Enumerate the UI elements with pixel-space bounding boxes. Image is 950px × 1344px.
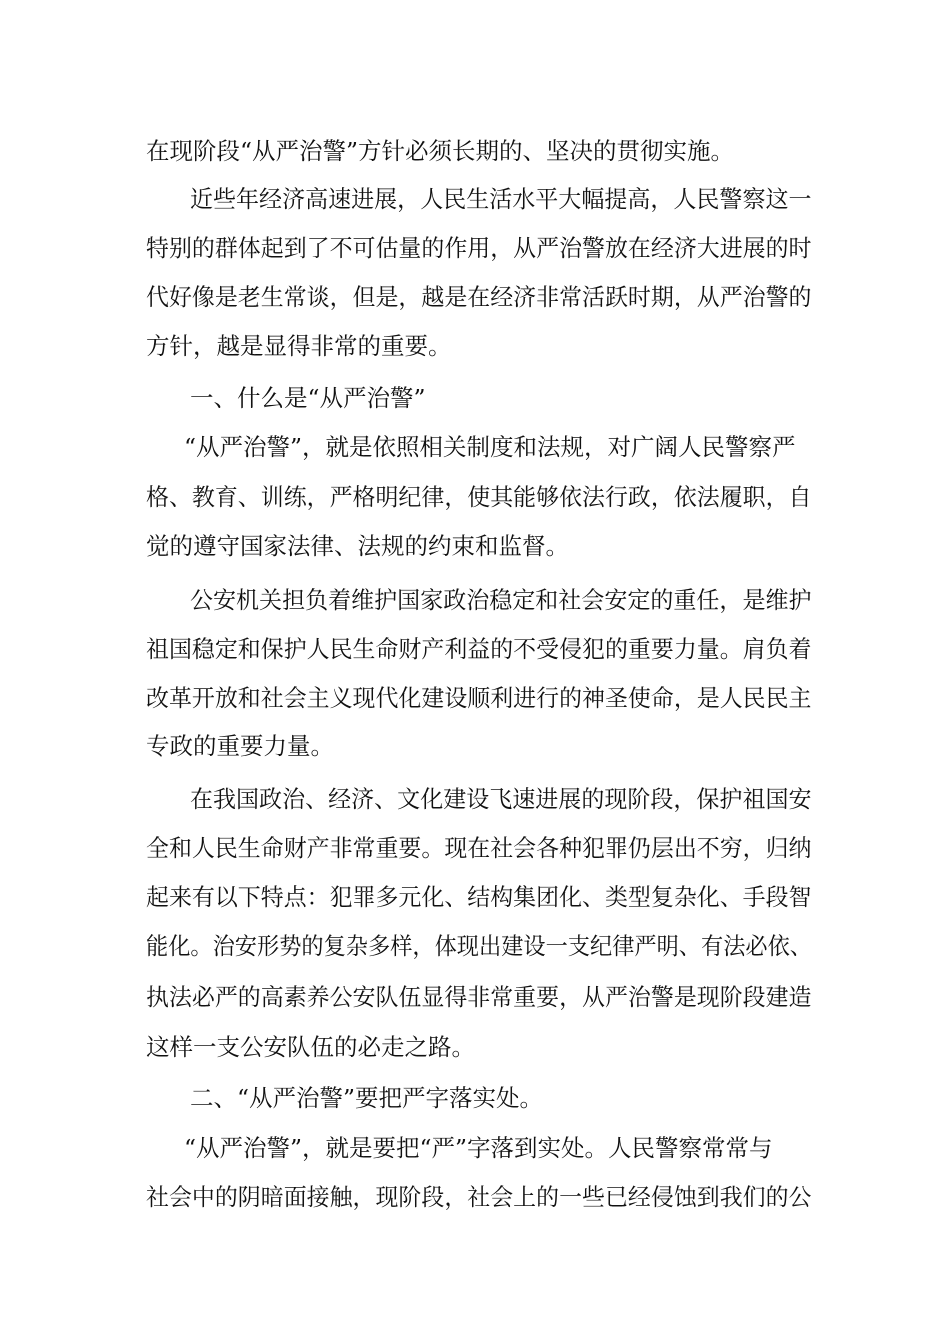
- line-text: 执法必严的高素养公安队伍显得非常重要，从严治警是现阶段建造: [146, 983, 812, 1011]
- line-text: 改革开放和社会主义现代化建设顺利进行的神圣使命，是人民民主: [146, 684, 812, 712]
- heading-text: 二、“从严治警”要把严字落实处。: [190, 1084, 544, 1112]
- line-text: 起来有以下特点：犯罪多元化、结构集团化、类型复杂化、手段智: [146, 883, 812, 911]
- heading-text: 一、什么是“从严治警”: [190, 384, 426, 412]
- line-text: 祖国稳定和保护人民生命财产利益的不受侵犯的重要力量。肩负着: [146, 635, 812, 663]
- text-line: [0, 921, 950, 971]
- text-line: [0, 1172, 950, 1222]
- text-line: [0, 624, 950, 674]
- text-line: [0, 126, 950, 176]
- line-text: 特别的群体起到了不可估量的作用，从严治警放在经济大进展的时: [146, 234, 812, 262]
- line-text: “从严治警”，就是依照相关制度和法规，对广阔人民警察严: [184, 433, 796, 461]
- line-text: 格、教育、训练，严格明纪律，使其能够依法行政，依法履职，自: [146, 483, 812, 511]
- text-line: [0, 721, 950, 771]
- line-text: 近些年经济高速进展，人民生活水平大幅提高，人民警察这一: [190, 185, 812, 213]
- line-text: 这样一支公安队伍的必走之路。: [146, 1033, 475, 1061]
- text-line: [0, 272, 950, 322]
- section-heading: [0, 373, 950, 423]
- line-text: 觉的遵守国家法律、法规的约束和监督。: [146, 532, 569, 560]
- text-line: [0, 422, 950, 472]
- line-text: 社会中的阴暗面接触，现阶段，社会上的一些已经侵蚀到我们的公: [146, 1183, 812, 1211]
- text-line: [0, 872, 950, 922]
- line-text: 全和人民生命财产非常重要。现在社会各种犯罪仍层出不穷，归纳: [146, 834, 812, 862]
- text-line: [0, 774, 950, 824]
- line-text: 专政的重要力量。: [146, 732, 334, 760]
- line-text: 方针，越是显得非常的重要。: [146, 332, 452, 360]
- line-text: 在我国政治、经济、文化建设飞速进展的现阶段，保护祖国安: [190, 785, 812, 813]
- text-line: [0, 823, 950, 873]
- line-text: 能化。治安形势的复杂多样，体现出建设一支纪律严明、有法必依、: [146, 932, 812, 960]
- text-line: [0, 972, 950, 1022]
- line-text: 公安机关担负着维护国家政治稳定和社会安定的重任，是维护: [190, 586, 812, 614]
- line-text: “从严治警”，就是要把“严”字落到实处。人民警察常常与: [184, 1134, 773, 1162]
- text-line: [0, 174, 950, 224]
- line-text: 在现阶段“从严治警”方针必须长期的、坚决的贯彻实施。: [146, 137, 735, 165]
- text-line: [0, 1123, 950, 1173]
- text-line: [0, 575, 950, 625]
- line-text: 代好像是老生常谈，但是，越是在经济非常活跃时期，从严治警的: [146, 283, 812, 311]
- text-line: [0, 321, 950, 371]
- text-line: [0, 472, 950, 522]
- text-line: [0, 521, 950, 571]
- text-line: [0, 673, 950, 723]
- section-heading: [0, 1073, 950, 1123]
- text-line: [0, 223, 950, 273]
- text-line: [0, 1022, 950, 1072]
